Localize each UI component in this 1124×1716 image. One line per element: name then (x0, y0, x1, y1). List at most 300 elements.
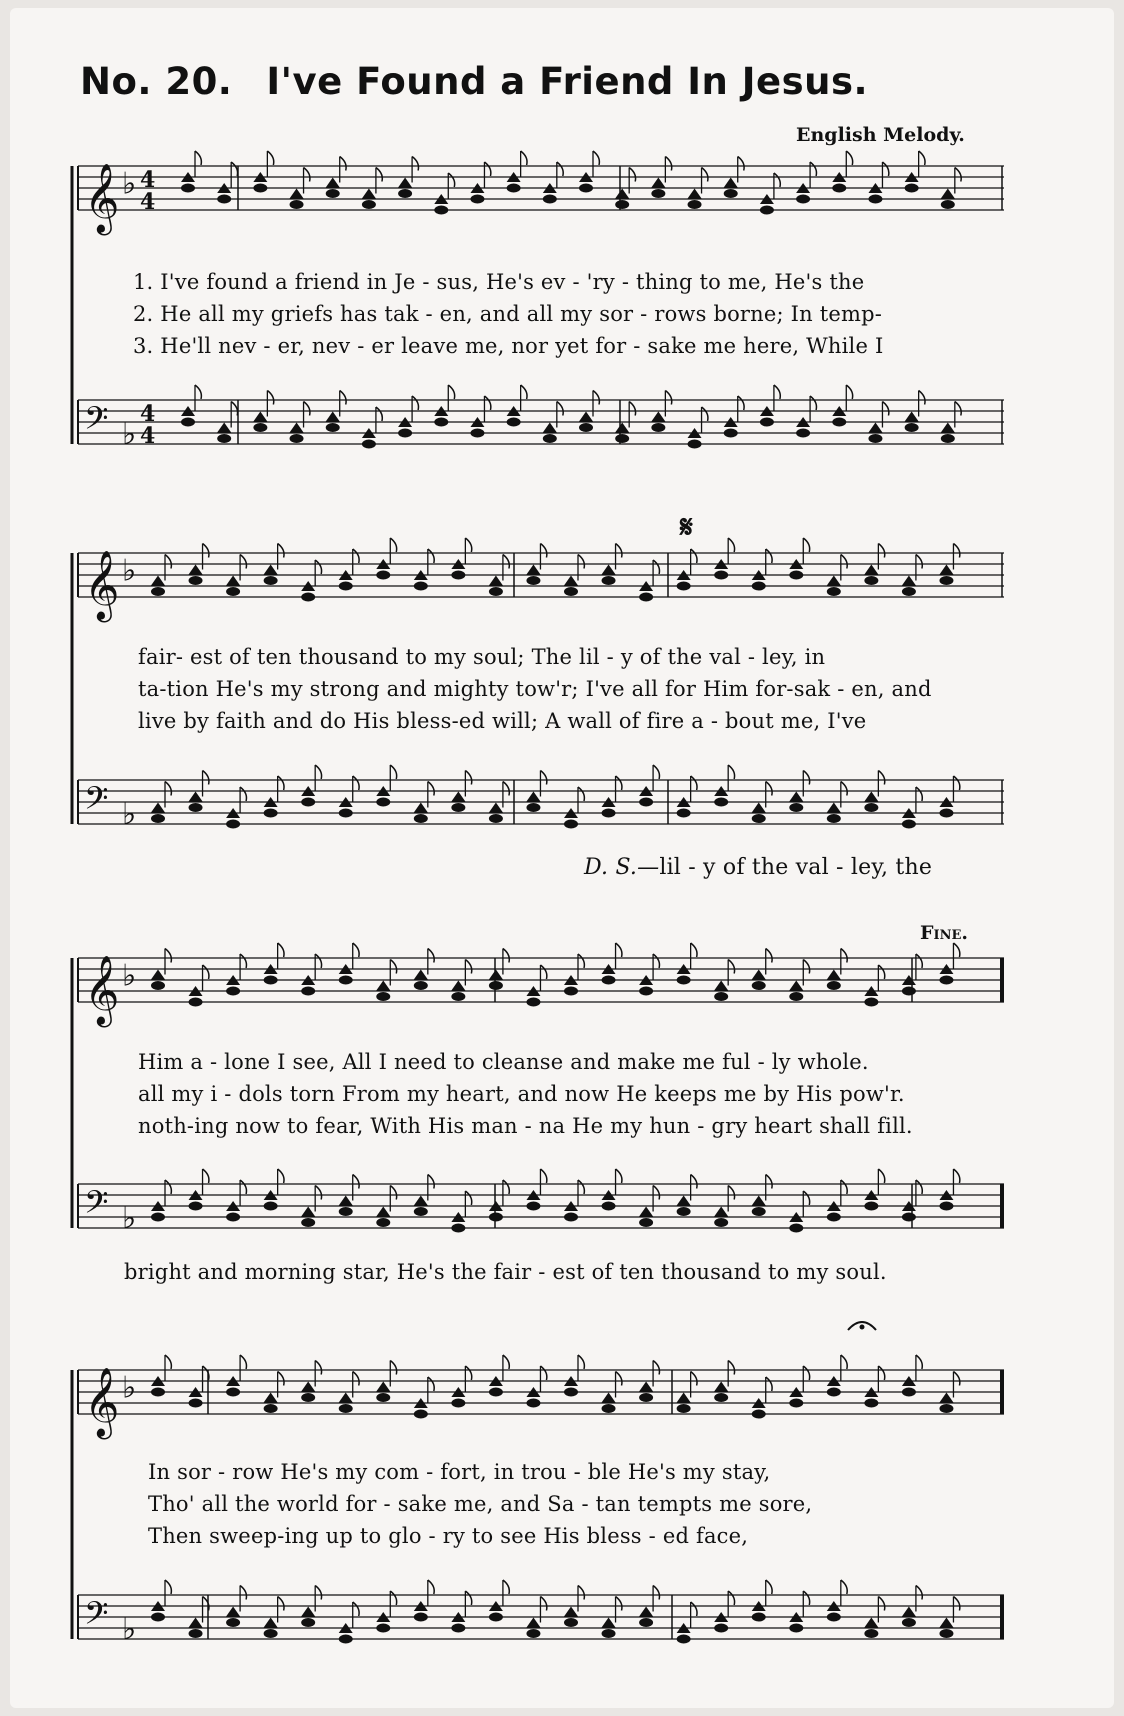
note-flag (390, 538, 396, 552)
note-head (939, 1202, 953, 1211)
note-flag (841, 1180, 847, 1194)
note-head (189, 1629, 203, 1638)
note-flag (557, 402, 563, 416)
note-head (526, 1629, 540, 1638)
flat-icon: ♭ (122, 797, 137, 832)
note-flag (919, 151, 925, 165)
note-flag (953, 943, 959, 957)
note-head (615, 423, 629, 433)
note-head (526, 1618, 540, 1628)
note-head (941, 434, 955, 443)
note-head (362, 189, 376, 199)
note-flag (846, 151, 852, 165)
note-flag (919, 391, 925, 405)
note-head (615, 189, 629, 199)
note-head (939, 565, 953, 575)
note-flag (841, 1355, 847, 1369)
note-head (151, 803, 165, 813)
flat-icon: ♭ (122, 1370, 137, 1406)
note-head (615, 434, 629, 443)
note-head (414, 1196, 428, 1206)
note-flag (766, 549, 772, 563)
note-head (752, 1410, 766, 1419)
note-head (376, 1218, 390, 1227)
note-head (301, 987, 315, 996)
note-flag (803, 1191, 809, 1205)
note-head (752, 582, 766, 591)
note-flag (578, 1180, 584, 1194)
treble-clef-icon: 𝄞 (84, 1367, 120, 1437)
fermata-dot (860, 1325, 865, 1330)
note-head (489, 981, 503, 990)
note-flag (340, 157, 346, 171)
note-flag (503, 1355, 509, 1369)
note-flag (728, 1591, 734, 1605)
note-head (226, 1607, 240, 1617)
lyric-line: Tho' all the world for - sake me, and Sa - tan tempts me sore, (148, 1492, 813, 1516)
note-flag (629, 402, 635, 416)
note-head (724, 429, 738, 438)
note-flag (578, 954, 584, 968)
note-head (902, 576, 916, 586)
note-flag (738, 396, 744, 410)
hymn-number: No. 20. (80, 60, 233, 103)
note-head (264, 1404, 278, 1413)
note-flag (195, 151, 201, 165)
note-flag (503, 555, 509, 569)
flat-icon: ♭ (122, 166, 137, 202)
note-flag (165, 1180, 171, 1194)
note-head (181, 418, 195, 427)
note-flag (428, 549, 434, 563)
note-head (864, 792, 878, 802)
note-head (376, 571, 390, 580)
note-head (789, 571, 803, 580)
flat-icon: ♭ (122, 1612, 137, 1647)
note-head (939, 809, 953, 818)
note-head (602, 565, 616, 575)
note-head (470, 195, 484, 204)
note-flag (702, 407, 708, 421)
note-flag (390, 960, 396, 974)
note-flag (728, 1186, 734, 1200)
note-head (639, 1618, 653, 1627)
bass-clef-icon: 𝄢 (84, 1184, 109, 1228)
note-head (398, 189, 412, 198)
note-head (489, 814, 503, 823)
note-head (752, 981, 766, 990)
note-head (414, 814, 428, 823)
lyric-line: In sor - row He's my com - fort, in trou - ble He's my stay, (148, 1460, 771, 1484)
note-head (339, 1196, 353, 1206)
note-flag (653, 1186, 659, 1200)
note-head (752, 1207, 766, 1216)
note-head (724, 178, 738, 188)
note-head (789, 1399, 803, 1408)
note-flag (278, 943, 284, 957)
note-head (226, 1213, 240, 1222)
note-head (226, 1388, 240, 1397)
note-flag (578, 787, 584, 801)
note-flag (728, 1361, 734, 1375)
note-head (526, 803, 540, 812)
note-head (507, 418, 521, 427)
note-head (939, 1618, 953, 1628)
note-head (151, 1213, 165, 1222)
note-flag (616, 1169, 622, 1183)
composer-credit: English Melody. (796, 124, 965, 146)
note-flag (878, 1366, 884, 1380)
note-flag (878, 771, 884, 785)
note-head (489, 803, 503, 813)
note-head (451, 1624, 465, 1633)
note-head (902, 1618, 916, 1627)
note-head (905, 423, 919, 432)
note-flag (390, 1361, 396, 1375)
note-head (326, 189, 340, 198)
note-flag (629, 168, 635, 182)
flat-icon: ♭ (122, 958, 137, 994)
note-head (827, 576, 841, 586)
note-flag (203, 771, 209, 785)
note-head (602, 576, 616, 585)
lyric-line: noth-ing now to fear, With His man - na He my hun - gry heart shall fill. (138, 1114, 913, 1138)
note-head (677, 582, 691, 591)
note-head (868, 434, 882, 443)
note-head (189, 803, 203, 812)
note-flag (240, 787, 246, 801)
note-flag (165, 555, 171, 569)
time-signature-bottom: 4 (140, 189, 156, 215)
note-head (939, 1393, 953, 1403)
note-head (264, 1393, 278, 1403)
note-head (264, 565, 278, 575)
note-head (864, 1202, 878, 1211)
note-flag (376, 168, 382, 182)
note-head (151, 981, 165, 990)
note-head (398, 429, 412, 438)
note-flag (267, 151, 273, 165)
note-flag (465, 1591, 471, 1605)
note-flag (231, 402, 237, 416)
note-head (339, 809, 353, 818)
note-head (564, 576, 578, 586)
note-flag (616, 544, 622, 558)
note-flag (540, 1169, 546, 1183)
note-flag (691, 1372, 697, 1386)
note-head (639, 593, 653, 602)
note-flag (578, 1586, 584, 1600)
note-head (226, 987, 240, 996)
note-head (602, 1404, 616, 1413)
note-flag (315, 765, 321, 779)
note-flag (428, 1580, 434, 1594)
note-flag (428, 782, 434, 796)
note-flag (503, 1580, 509, 1594)
lyric-line: 2. He all my griefs has tak - en, and all my sor - rows borne; In temp- (133, 302, 883, 326)
note-flag (428, 949, 434, 963)
note-head (724, 189, 738, 198)
note-head (832, 418, 846, 427)
note-flag (203, 965, 209, 979)
note-head (376, 1207, 390, 1217)
note-flag (878, 1169, 884, 1183)
note-head (264, 1618, 278, 1628)
note-head (939, 1629, 953, 1638)
note-flag (803, 960, 809, 974)
note-flag (278, 544, 284, 558)
note-head (301, 1393, 315, 1402)
note-head (639, 1393, 653, 1402)
note-head (796, 195, 810, 204)
note-flag (841, 555, 847, 569)
note-flag (315, 954, 321, 968)
note-head (398, 178, 412, 188)
note-head (226, 820, 240, 829)
note-flag (774, 173, 780, 187)
note-head (414, 1613, 428, 1622)
note-head (339, 582, 353, 591)
note-head (526, 565, 540, 575)
note-flag (803, 1366, 809, 1380)
note-flag (728, 538, 734, 552)
note-flag (691, 776, 697, 790)
note-flag (540, 771, 546, 785)
note-flag (665, 391, 671, 405)
note-head (543, 434, 557, 443)
note-flag (616, 943, 622, 957)
note-head (827, 1613, 841, 1622)
note-head (451, 992, 465, 1001)
note-head (217, 434, 231, 443)
note-head (714, 1393, 728, 1402)
note-head (301, 1382, 315, 1392)
note-flag (955, 168, 961, 182)
note-flag (766, 782, 772, 796)
note-head (451, 571, 465, 580)
note-head (151, 587, 165, 596)
note-flag (810, 162, 816, 176)
note-flag (953, 1597, 959, 1611)
note-head (217, 195, 231, 204)
note-flag (278, 1597, 284, 1611)
note-flag (503, 782, 509, 796)
note-head (827, 1213, 841, 1222)
note-flag (916, 555, 922, 569)
note-head (470, 429, 484, 438)
note-head (789, 981, 803, 991)
note-head (602, 1618, 616, 1628)
note-head (827, 981, 841, 990)
note-flag (278, 1169, 284, 1183)
note-head (864, 998, 878, 1007)
lyric-line: fair- est of ten thousand to my soul; The lil - y of the val - ley, in (138, 645, 826, 669)
note-flag (653, 765, 659, 779)
note-head (941, 200, 955, 209)
note-head (564, 1607, 578, 1617)
lyric-line: Him a - lone I see, All I need to cleanse and make me ful - ly whole. (138, 1050, 869, 1074)
note-head (253, 412, 267, 422)
note-head (290, 189, 304, 199)
note-flag (691, 1175, 697, 1189)
note-flag (304, 402, 310, 416)
note-head (301, 593, 315, 602)
segno-sign: 𝄋 (680, 510, 693, 545)
note-flag (616, 776, 622, 790)
note-head (939, 576, 953, 585)
note-head (489, 576, 503, 586)
note-head (376, 1382, 390, 1392)
note-flag (665, 157, 671, 171)
note-head (301, 798, 315, 807)
note-head (264, 576, 278, 585)
note-flag (953, 544, 959, 558)
note-head (489, 970, 503, 980)
note-flag (916, 1180, 922, 1194)
note-head (326, 178, 340, 188)
note-flag (810, 396, 816, 410)
note-flag (691, 943, 697, 957)
note-flag (240, 555, 246, 569)
time-signature-bottom: 4 (140, 423, 156, 449)
note-flag (653, 1586, 659, 1600)
note-head (189, 998, 203, 1007)
note-flag (340, 391, 346, 405)
note-head (639, 1218, 653, 1227)
note-flag (540, 1366, 546, 1380)
note-head (714, 798, 728, 807)
note-head (253, 423, 267, 432)
note-flag (465, 538, 471, 552)
note-head (264, 1629, 278, 1638)
note-flag (766, 1377, 772, 1391)
note-head (827, 814, 841, 823)
note-head (526, 792, 540, 802)
note-flag (203, 1169, 209, 1183)
note-flag (448, 173, 454, 187)
note-head (789, 803, 803, 812)
note-flag (278, 776, 284, 790)
note-flag (916, 1586, 922, 1600)
note-flag (231, 162, 237, 176)
note-head (226, 587, 240, 596)
note-flag (653, 954, 659, 968)
hymn-title: I've Found a Friend In Jesus. (266, 60, 869, 103)
note-head (414, 1410, 428, 1419)
lyric-line: all my i - dols torn From my heart, and now He keeps me by His pow'r. (138, 1082, 905, 1106)
note-flag (738, 157, 744, 171)
note-head (376, 1624, 390, 1633)
note-head (752, 1613, 766, 1622)
note-head (564, 1213, 578, 1222)
note-head (226, 1618, 240, 1627)
note-head (651, 189, 665, 198)
note-flag (846, 385, 852, 399)
note-head (151, 1388, 165, 1397)
note-head (602, 1393, 616, 1403)
note-head (414, 582, 428, 591)
note-head (714, 992, 728, 1001)
note-head (376, 1393, 390, 1402)
note-flag (267, 391, 273, 405)
note-flag (448, 385, 454, 399)
note-head (868, 195, 882, 204)
note-flag (412, 396, 418, 410)
note-head (362, 200, 376, 209)
note-head (264, 976, 278, 985)
note-head (752, 970, 766, 980)
note-flag (484, 396, 490, 410)
note-head (602, 1202, 616, 1211)
time-signature-top: 4 (140, 167, 156, 193)
note-head (789, 992, 803, 1001)
note-flag (653, 1361, 659, 1375)
note-head (226, 576, 240, 586)
note-head (639, 1207, 653, 1217)
note-head (301, 1618, 315, 1627)
note-flag (955, 402, 961, 416)
note-head (760, 206, 774, 215)
note-head (151, 576, 165, 586)
note-flag (803, 771, 809, 785)
note-flag (165, 1355, 171, 1369)
note-head (564, 820, 578, 829)
note-head (489, 1613, 503, 1622)
note-flag (412, 157, 418, 171)
note-head (677, 976, 691, 985)
note-head (714, 1218, 728, 1227)
note-head (543, 195, 557, 204)
note-head (451, 792, 465, 802)
note-head (564, 1388, 578, 1397)
note-head (714, 571, 728, 580)
note-head (151, 1613, 165, 1622)
note-head (189, 565, 203, 575)
note-head (939, 1404, 953, 1413)
note-head (902, 820, 916, 829)
note-head (864, 1629, 878, 1638)
note-flag (878, 544, 884, 558)
note-head (414, 803, 428, 813)
note-head (864, 803, 878, 812)
note-head (264, 1202, 278, 1211)
note-head (339, 1635, 353, 1644)
note-flag (315, 1186, 321, 1200)
note-flag (540, 965, 546, 979)
note-head (827, 970, 841, 980)
note-flag (691, 549, 697, 563)
note-head (688, 440, 702, 449)
note-head (489, 1213, 503, 1222)
note-flag (841, 949, 847, 963)
note-head (181, 184, 195, 193)
note-head (151, 814, 165, 823)
note-head (579, 184, 593, 193)
note-head (579, 412, 593, 422)
note-head (902, 1388, 916, 1397)
note-flag (390, 765, 396, 779)
lyric-line: ta-tion He's my strong and mighty tow'r; I've all for Him for-sak - en, and (138, 677, 932, 701)
note-head (902, 1607, 916, 1617)
note-head (339, 1207, 353, 1216)
note-head (526, 1202, 540, 1211)
note-head (451, 1399, 465, 1408)
note-flag (465, 960, 471, 974)
note-flag (315, 1586, 321, 1600)
note-head (796, 429, 810, 438)
note-head (639, 1607, 653, 1617)
note-head (677, 1404, 691, 1413)
